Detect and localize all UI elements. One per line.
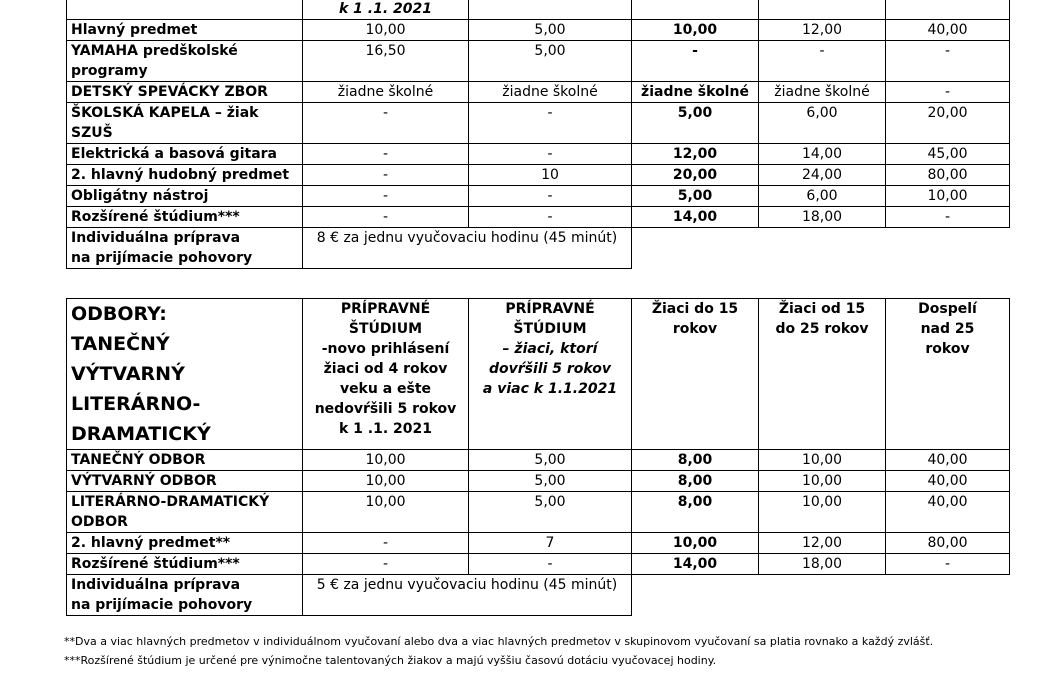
fee-cell: 12,00 bbox=[632, 144, 759, 165]
fee-cell: 10,00 bbox=[303, 450, 469, 471]
fee-cell: 16,50 bbox=[303, 41, 469, 82]
prep-price: 8 € za jednu vyučovaciu hodinu (45 minút) bbox=[303, 228, 632, 269]
row-label bbox=[67, 103, 303, 144]
cell-line: DRAMATICKÝ bbox=[71, 423, 211, 445]
row-label bbox=[67, 186, 303, 207]
cell-line: Obligátny nástroj bbox=[71, 188, 209, 204]
fee-cell: 10,00 bbox=[303, 471, 469, 492]
fee-cell: 10 bbox=[469, 165, 632, 186]
cell-line: -novo prihlásení bbox=[321, 341, 450, 357]
cell-line: Individuálna príprava bbox=[71, 230, 241, 246]
cell-line: nad 25 bbox=[920, 321, 975, 337]
prep-label bbox=[67, 575, 303, 616]
table-row bbox=[67, 207, 1010, 228]
header-cell bbox=[469, 0, 632, 20]
row-label bbox=[67, 450, 303, 471]
cell-line: veku a ešte bbox=[339, 381, 432, 397]
cell-line: Rozšírené štúdium*** bbox=[71, 556, 240, 572]
fee-cell: - bbox=[303, 207, 469, 228]
fee-cell: 5,00 bbox=[469, 20, 632, 41]
header-cell bbox=[759, 0, 886, 20]
fee-cell: 12,00 bbox=[759, 533, 886, 554]
table-row bbox=[67, 533, 1010, 554]
fee-cell: 40,00 bbox=[886, 492, 1010, 533]
music-fees-table bbox=[66, 0, 1010, 269]
fee-cell: 5,00 bbox=[632, 186, 759, 207]
fee-cell: 18,00 bbox=[759, 207, 886, 228]
fee-cell: 80,00 bbox=[886, 165, 1010, 186]
fee-cell: 6,00 bbox=[759, 186, 886, 207]
fee-cell: - bbox=[469, 554, 632, 575]
cell-line: k 1 .1. 2021 bbox=[338, 421, 433, 437]
departments-heading bbox=[67, 299, 303, 450]
cell-line: ODBORY: bbox=[71, 303, 167, 325]
row-label bbox=[67, 492, 303, 533]
fee-cell: 10,00 bbox=[759, 471, 886, 492]
cell-line: rokov bbox=[925, 341, 970, 357]
fee-cell: - bbox=[303, 186, 469, 207]
fee-cell: 10,00 bbox=[759, 450, 886, 471]
row-label bbox=[67, 554, 303, 575]
fee-cell: žiadne školné bbox=[632, 82, 759, 103]
cell-line: PRÍPRAVNÉ bbox=[340, 301, 431, 317]
cell-line: rokov bbox=[672, 321, 718, 337]
fee-cell: 18,00 bbox=[759, 554, 886, 575]
fee-cell: 10,00 bbox=[303, 20, 469, 41]
table-row bbox=[67, 492, 1010, 533]
fee-cell: 14,00 bbox=[632, 554, 759, 575]
cell-line: a viac k 1.1.2021 bbox=[482, 381, 618, 397]
fee-cell: - bbox=[886, 82, 1010, 103]
table-row bbox=[67, 165, 1010, 186]
fee-cell: 20,00 bbox=[632, 165, 759, 186]
fee-cell: 5,00 bbox=[469, 450, 632, 471]
fee-cell: 8,00 bbox=[632, 492, 759, 533]
header-cell bbox=[886, 299, 1010, 450]
cell-line: programy bbox=[71, 63, 148, 79]
fee-cell: 12,00 bbox=[759, 20, 886, 41]
cell-line: LITERÁRNO- bbox=[71, 393, 201, 415]
header-cell bbox=[632, 299, 759, 450]
cell-line: VÝTVARNÝ ODBOR bbox=[71, 473, 217, 489]
row-label bbox=[67, 471, 303, 492]
cell-line: Rozšírené štúdium*** bbox=[71, 209, 240, 225]
fee-cell: 5,00 bbox=[469, 41, 632, 82]
table-row bbox=[67, 103, 1010, 144]
cell-line: Žiaci do 15 bbox=[651, 301, 739, 317]
fee-cell: - bbox=[303, 533, 469, 554]
fee-cell: 20,00 bbox=[886, 103, 1010, 144]
fee-cell: 40,00 bbox=[886, 471, 1010, 492]
cell-line: ŠTÚDIUM bbox=[513, 321, 587, 337]
table-row bbox=[67, 450, 1010, 471]
row-label bbox=[67, 144, 303, 165]
fee-cell: 10,00 bbox=[303, 492, 469, 533]
fee-cell: - bbox=[632, 41, 759, 82]
header-cell bbox=[303, 0, 469, 20]
cell-line: Elektrická a basová gitara bbox=[71, 146, 277, 162]
fee-cell: 10,00 bbox=[759, 492, 886, 533]
table-row bbox=[67, 20, 1010, 41]
fee-cell: žiadne školné bbox=[469, 82, 632, 103]
fee-cell: 5,00 bbox=[632, 103, 759, 144]
cell-line: na prijímacie pohovory bbox=[71, 597, 253, 613]
table-row bbox=[67, 144, 1010, 165]
row-label bbox=[67, 533, 303, 554]
cell-line: do 25 rokov bbox=[775, 321, 869, 337]
row-label bbox=[67, 165, 303, 186]
fee-cell: 8,00 bbox=[632, 471, 759, 492]
cell-line: TANEČNÝ ODBOR bbox=[71, 452, 206, 468]
table-row bbox=[67, 41, 1010, 82]
prep-price: 5 € za jednu vyučovaciu hodinu (45 minút) bbox=[303, 575, 632, 616]
fee-cell: - bbox=[469, 103, 632, 144]
table-row bbox=[67, 186, 1010, 207]
empty-cell bbox=[632, 228, 1010, 269]
fee-cell: - bbox=[469, 144, 632, 165]
fee-cell: - bbox=[303, 554, 469, 575]
fee-cell: - bbox=[303, 103, 469, 144]
fee-cell: 8,00 bbox=[632, 450, 759, 471]
footnote-triple-star: ***Rozšírené štúdium je určené pre výnimočne talentovaných žiakov a majú vyššiu časovú dotáciu vyučovacej hodiny. bbox=[64, 654, 717, 667]
fee-cell: - bbox=[886, 554, 1010, 575]
cell-line: Hlavný predmet bbox=[71, 22, 198, 38]
fee-cell: 40,00 bbox=[886, 450, 1010, 471]
cell-line: nedovŕšili 5 rokov bbox=[314, 401, 457, 417]
row-label bbox=[67, 207, 303, 228]
cell-line: TANEČNÝ bbox=[71, 333, 170, 355]
fee-cell: 24,00 bbox=[759, 165, 886, 186]
fee-cell: - bbox=[303, 165, 469, 186]
header-cell bbox=[303, 299, 469, 450]
cell-line: LITERÁRNO-DRAMATICKÝ bbox=[71, 494, 270, 510]
fee-cell: 14,00 bbox=[632, 207, 759, 228]
header-row bbox=[67, 299, 1010, 450]
cell-line: ŠKOLSKÁ KAPELA – žiak SZUŠ bbox=[71, 105, 259, 141]
fee-cell: 10,00 bbox=[632, 533, 759, 554]
cell-line: YAMAHA predškolské bbox=[71, 43, 238, 59]
fee-cell: žiadne školné bbox=[303, 82, 469, 103]
fee-cell: - bbox=[469, 207, 632, 228]
fee-cell: 6,00 bbox=[759, 103, 886, 144]
cell-line: dovŕšili 5 rokov bbox=[489, 361, 611, 377]
cell-line: 2. hlavný hudobný predmet bbox=[71, 167, 290, 183]
departments-fees-table bbox=[66, 298, 1010, 616]
header-cell bbox=[759, 299, 886, 450]
fee-cell: 45,00 bbox=[886, 144, 1010, 165]
fee-cell: 5,00 bbox=[469, 471, 632, 492]
header-cell bbox=[469, 299, 632, 450]
empty-cell bbox=[632, 575, 1010, 616]
fee-cell: 14,00 bbox=[759, 144, 886, 165]
fee-cell: 40,00 bbox=[886, 20, 1010, 41]
fee-cell: 5,00 bbox=[469, 492, 632, 533]
cell-line: VÝTVARNÝ bbox=[71, 363, 185, 385]
cell-line: žiaci od 4 rokov bbox=[323, 361, 448, 377]
row-label bbox=[67, 41, 303, 82]
cell-line: PRÍPRAVNÉ bbox=[505, 301, 595, 317]
header-cell bbox=[67, 0, 303, 20]
cell-line: – žiaci, ktorí bbox=[502, 341, 598, 357]
fee-cell: žiadne školné bbox=[759, 82, 886, 103]
footnote-double-star: **Dva a viac hlavných predmetov v individuálnom vyučovaní alebo dva a viac hlavných predmetov v skupinovom vyučovaní sa platia rovnako a každý zvlášť. bbox=[64, 635, 934, 648]
fee-cell: - bbox=[886, 41, 1010, 82]
fee-cell: 80,00 bbox=[886, 533, 1010, 554]
cell-line: DETSKÝ SPEVÁCKY ZBOR bbox=[71, 84, 268, 100]
cell-line: na prijímacie pohovory bbox=[71, 250, 253, 266]
cell-line: Dospelí bbox=[918, 301, 977, 317]
cell-line: ODBOR bbox=[71, 514, 128, 530]
prep-row bbox=[67, 228, 1010, 269]
cell-line: ŠTÚDIUM bbox=[348, 321, 423, 337]
fee-cell: - bbox=[886, 207, 1010, 228]
fee-cell: - bbox=[303, 144, 469, 165]
prep-label bbox=[67, 228, 303, 269]
cell-line: 2. hlavný predmet** bbox=[71, 535, 231, 551]
table-row bbox=[67, 471, 1010, 492]
fee-cell: 10,00 bbox=[886, 186, 1010, 207]
header-row bbox=[67, 0, 1010, 20]
cell-line: Individuálna príprava bbox=[71, 577, 241, 593]
header-cell bbox=[632, 0, 759, 20]
prep-row bbox=[67, 575, 1010, 616]
cell-line: Žiaci od 15 bbox=[778, 301, 866, 317]
table-row bbox=[67, 82, 1010, 103]
cell-line: k 1 .1. 2021 bbox=[338, 1, 433, 17]
row-label bbox=[67, 82, 303, 103]
fee-cell: - bbox=[469, 186, 632, 207]
fee-cell: - bbox=[759, 41, 886, 82]
row-label bbox=[67, 20, 303, 41]
header-cell bbox=[886, 0, 1010, 20]
fee-cell: 7 bbox=[469, 533, 632, 554]
table-row bbox=[67, 554, 1010, 575]
fee-cell: 10,00 bbox=[632, 20, 759, 41]
